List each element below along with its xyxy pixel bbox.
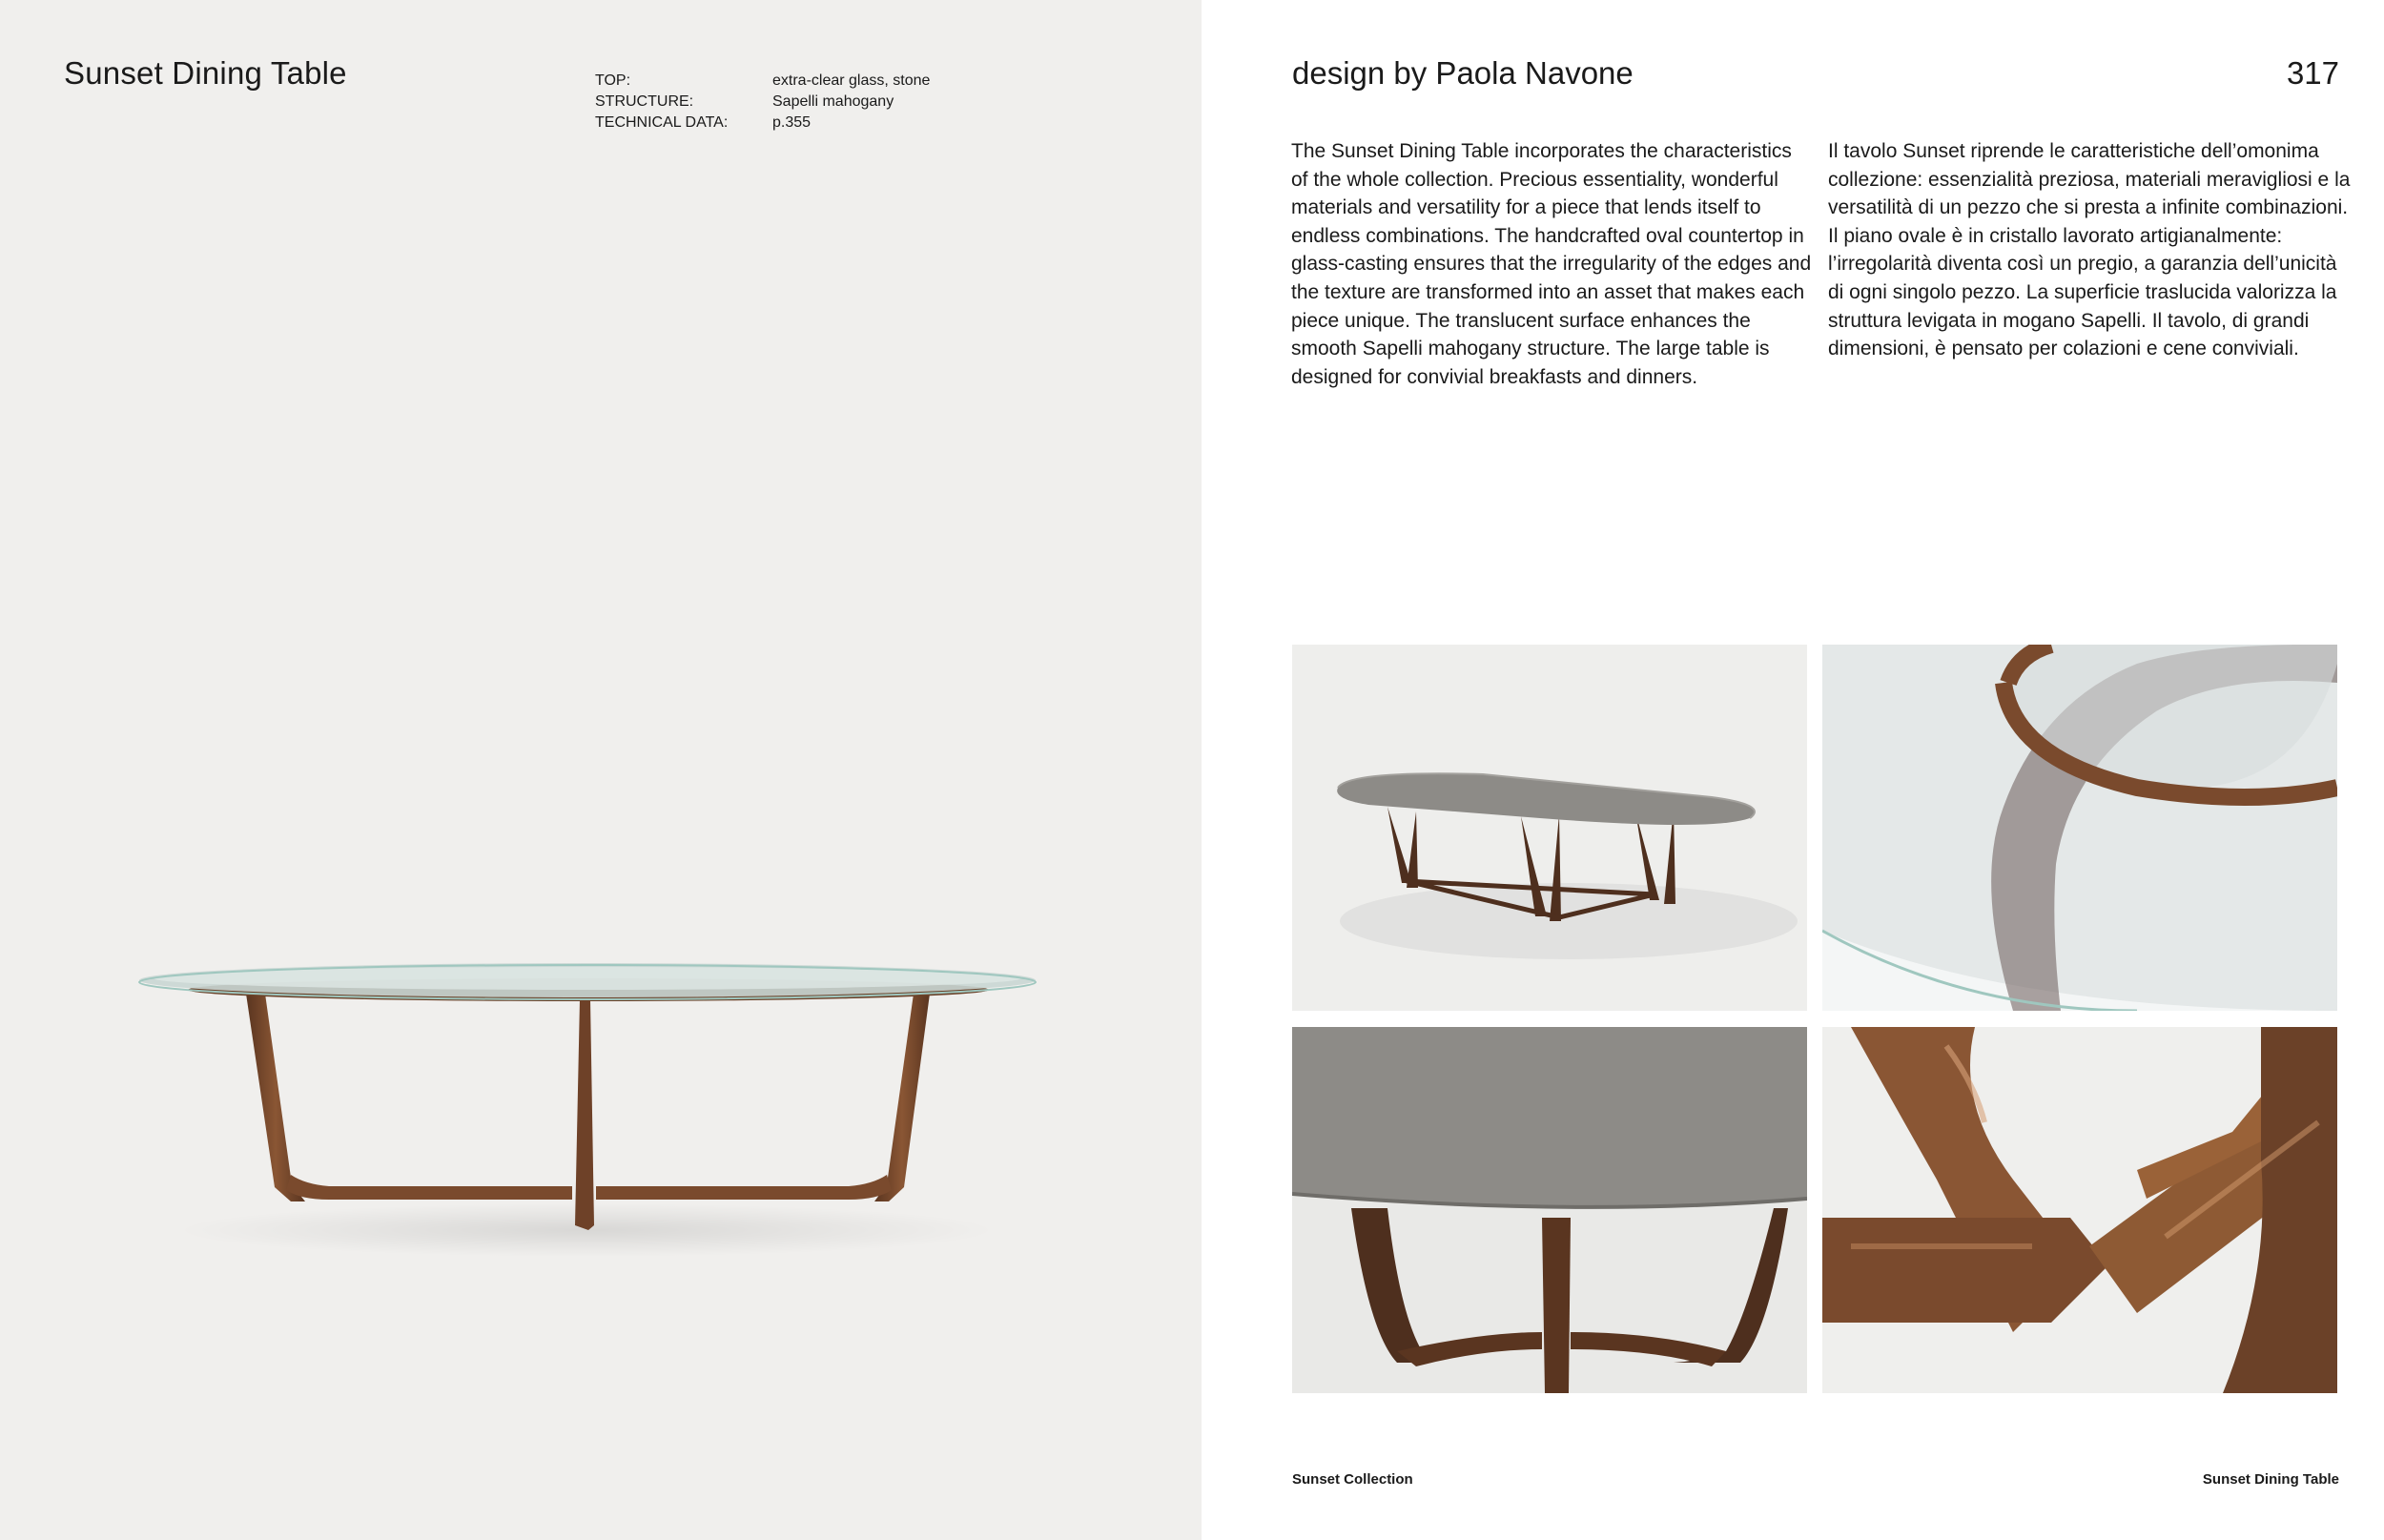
description-english: The Sunset Dining Table incorporates the characteristics of the whole collection. Precious essentiality, wonderful materials and versatility for a piece that lends itself to endless combinations. The handcrafted oval countertop in glass-casting ensures that the irregularity of the edges and the texture are transformed into an asset that makes each piece unique. The translucent surface enhances the smooth Sapelli mahogany structure. The large table is designed for convivial breakfasts and dinners. [1291,140,1812,388]
photo-stone-table [1292,645,1807,1011]
footer-product: Sunset Dining Table [2202,1471,2339,1488]
spec-label: TOP: [595,72,631,89]
spec-row-top [595,71,930,92]
spec-row-technical-data [595,113,930,133]
footer-collection: Sunset Collection [1292,1471,1413,1488]
photo-wood-joint-detail [1822,1027,2337,1393]
photo-glass-detail [1822,645,2337,1011]
spec-value: extra-clear glass, stone [772,72,931,89]
spec-value: Sapelli mahogany [772,93,894,110]
hero-table-image [114,915,1068,1268]
photo-stone-top-detail [1292,1027,1807,1393]
spec-label: STRUCTURE: [595,93,694,110]
description-italian: Il tavolo Sunset riprende le caratteristiche dell’omonima collezione: essenzialità preziosa, materiali meravigliosi e la versatilità di un pezzo che si presta a infinite combinazioni. Il piano ovale è in cristallo lavorato artigianalmente: l’irregolarità diventa così un pregio, a garanzia dell’unicità di ogni singolo pezzo. La superficie traslucida valorizza la struttura levigata in mogano Sapelli. Il tavolo, di grandi dimensioni, è pensato per colazioni e cene conviviali. [1828,140,2351,360]
product-title: Sunset Dining Table [64,55,347,91]
spec-row-structure [595,92,930,113]
spec-list [595,71,930,133]
spec-label: TECHNICAL DATA: [595,114,729,131]
page-number: 317 [2286,55,2339,91]
designer-heading: design by Paola Navone [1292,55,1634,91]
spec-value: p.355 [772,114,812,131]
